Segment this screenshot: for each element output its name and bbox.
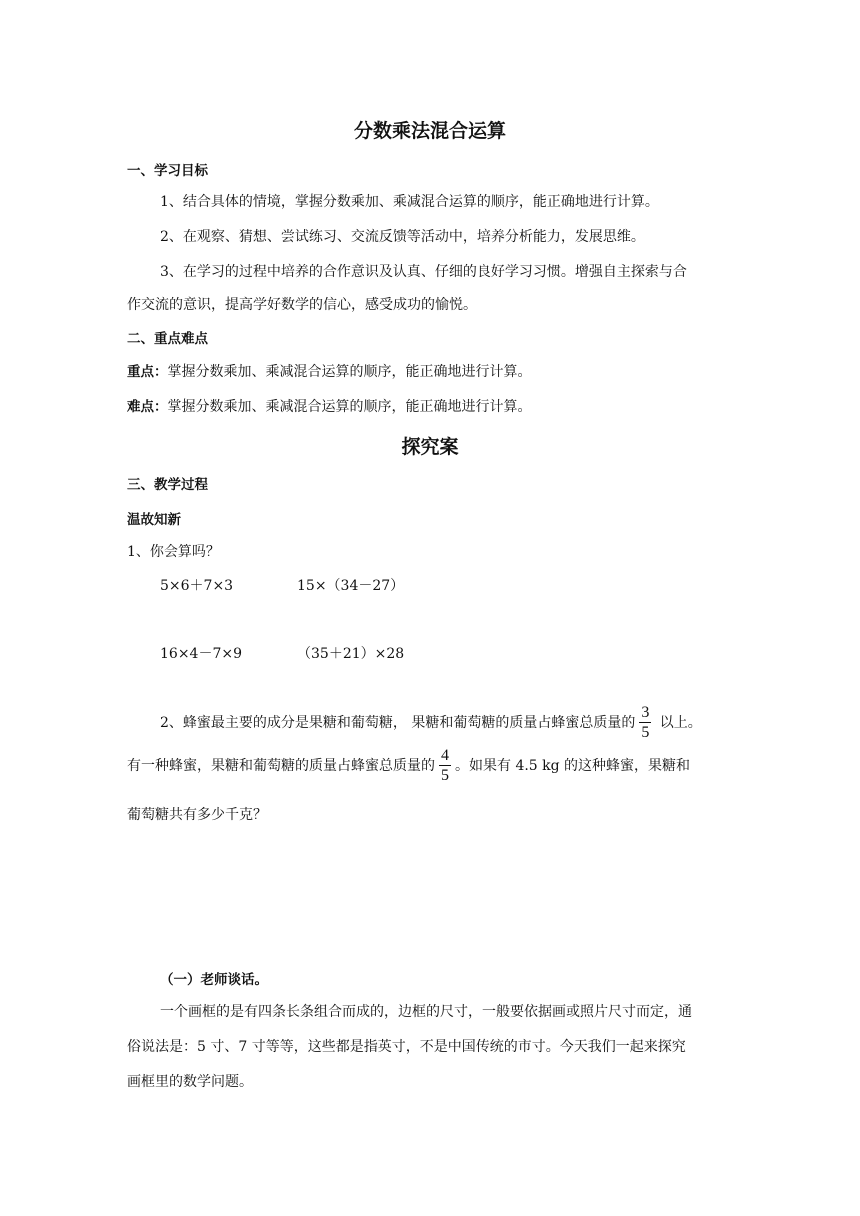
difficult-point-text: 掌握分数乘加、乘减混合运算的顺序，能正确地进行计算。	[167, 399, 532, 415]
expression-2b: （35＋21）×28	[297, 646, 405, 662]
section1-heading: 一、学习目标	[127, 163, 208, 179]
expression-1b: 15×（34－27）	[297, 578, 405, 594]
expression-1a: 5×6＋7×3	[160, 578, 234, 594]
objective-3: 3、在学习的过程中培养的合作意识及认真、仔细的良好学习习惯。增强自主探索与合	[160, 264, 687, 280]
difficult-point	[127, 395, 532, 416]
expression-2a: 16×4－7×9	[160, 646, 242, 662]
question-2-line-2	[127, 748, 690, 784]
fraction-numerator: 4	[441, 747, 449, 764]
key-point	[127, 360, 532, 381]
section2-heading: 二、重点难点	[127, 331, 208, 347]
section4-heading: （一）老师谈话。	[160, 972, 268, 988]
fraction-denominator: 5	[641, 724, 650, 741]
fraction-numerator: 3	[641, 704, 650, 721]
fraction-denominator: 5	[441, 767, 449, 784]
question-2-line-1	[160, 705, 702, 741]
review-heading: 温故知新	[127, 512, 181, 528]
key-point-text: 掌握分数乘加、乘减混合运算的顺序，能正确地进行计算。	[167, 364, 532, 380]
paragraph-line-3: 画框里的数学问题。	[127, 1074, 253, 1090]
subtitle: 探究案	[401, 436, 459, 458]
question-2-text-4: 。如果有 4.5 kg 的这种蜂蜜，果糖和	[455, 758, 691, 774]
section3-heading: 三、教学过程	[127, 477, 208, 493]
fraction-four-fifths	[439, 748, 451, 784]
question-2-text-3: 有一种蜂蜜，果糖和葡萄糖的质量占蜂蜜总质量的	[127, 758, 435, 774]
key-point-label: 重点：	[127, 364, 168, 380]
question-2-text-2: 以上。	[655, 715, 702, 731]
difficult-point-label: 难点：	[127, 399, 168, 415]
objective-3-continued: 作交流的意识，提高学好数学的信心，感受成功的愉悦。	[127, 297, 477, 313]
paragraph-line-1: 一个画框的是有四条长条组合而成的，边框的尺寸，一般要依据画或照片尺寸而定，通	[160, 1004, 692, 1020]
paragraph-line-2: 俗说法是：5 寸、7 寸等等，这些都是指英寸，不是中国传统的市寸。今天我们一起来探究	[127, 1039, 686, 1055]
question-2-line-3: 葡萄糖共有多少千克？	[127, 807, 267, 823]
objective-1: 1、结合具体的情境，掌握分数乘加、乘减混合运算的顺序，能正确地进行计算。	[160, 194, 659, 210]
question-1: 1、你会算吗？	[127, 544, 220, 560]
document-title: 分数乘法混合运算	[353, 120, 506, 142]
fraction-three-fifths	[639, 705, 651, 741]
objective-2: 2、在观察、猜想、尝试练习、交流反馈等活动中，培养分析能力，发展思维。	[160, 229, 645, 245]
question-2-text-1: 2、蜂蜜最主要的成分是果糖和葡萄糖， 果糖和葡萄糖的质量占蜂蜜总质量的	[160, 715, 636, 731]
